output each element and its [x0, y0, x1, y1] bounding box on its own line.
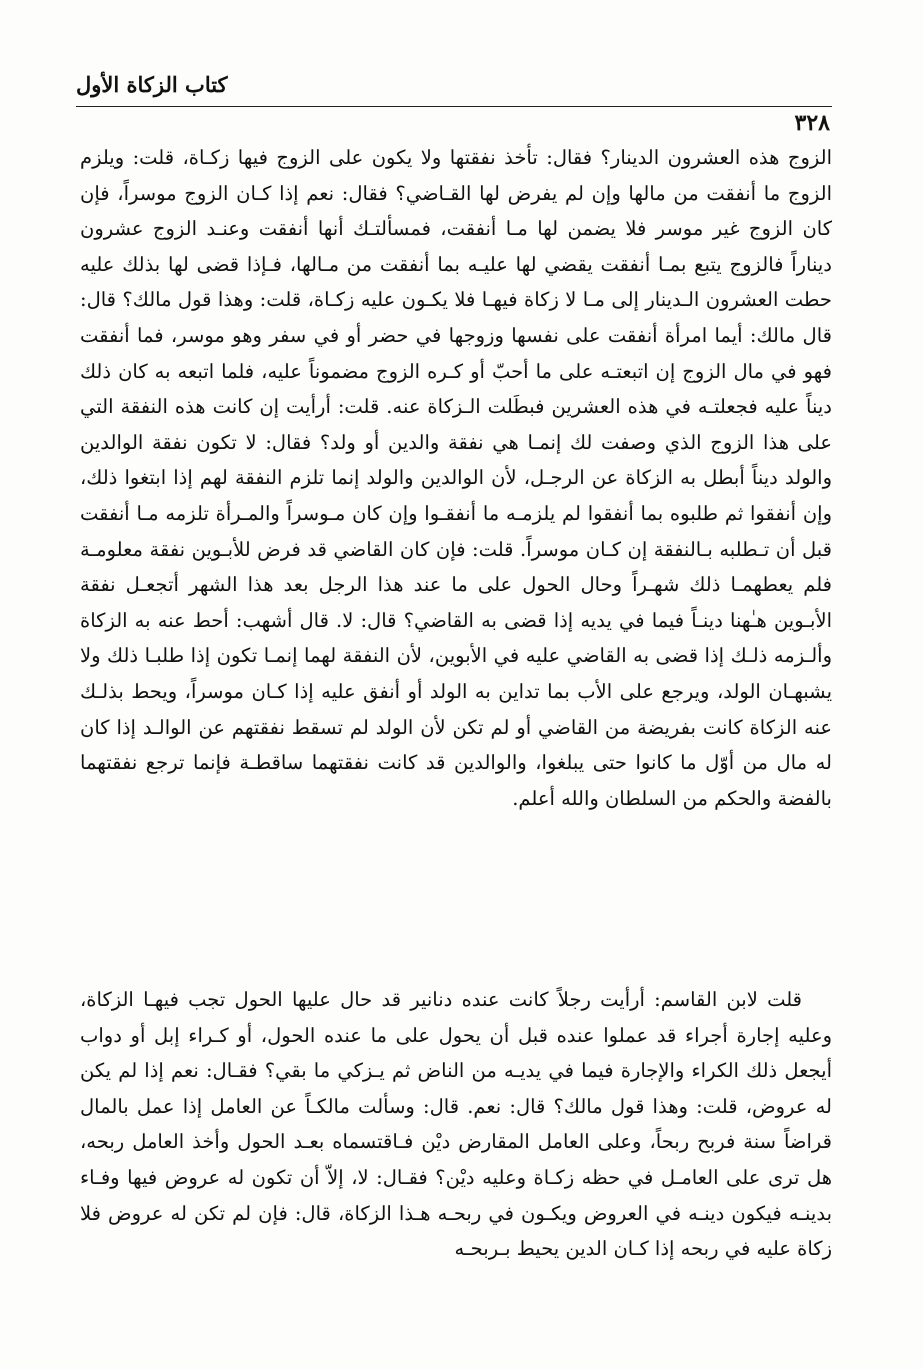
- running-header: [76, 66, 832, 136]
- body-paragraph-2: قلت لابن القاسم: أرأيت رجلاً كانت عنده دنانير قد حال عليها الحول تجب فيهـا الزكاة، وعليه إجارة أجراء قد عملوا عنده قبل أن يحول على ما عنده الحول، أو كـراء إبل أو دواب أيجعل ذلك الكراء والإجارة فيما في يديـه من الناض ثم يـزكي ما بقي؟ فقـال: نعم إذا لم يكن له عروض، قلت: وهذا قول مالك؟ قال: نعم. قال: وسألت مالكـاً عن العامل إذا عمل بالمال قراضاً سنة فربح ربحاً، وعلى العامل المقارض ديْن فـاقتسماه بعـد الحول وأخذ العامل ربحه، هل ترى على العامـل في حظه زكـاة وعليه ديْن؟ فقـال: لا، إلاّ أن تكون له عروض فيها وفـاء بدينـه فيكون دينـه في العروض ويكـون في ربحـه هـذا الزكاة، قال: فإن لم تكن له عروض فلا زكاة عليه في ربحه إذا كـان الدين يحيط بـربحـه: [80, 988, 832, 1261]
- body-paragraph-1: الزوج هذه العشرون الدينار؟ فقال: تأخذ نفقتها ولا يكون على الزوج فيها زكـاة، قلت: ويلزم الزوج ما أنفقت من مالها وإن لم يفرض لها القـاضي؟ فقال: نعم إذا كـان الزوج موسراً، فإن كان الزوج غير موسر فلا يضمن لها مـا أنفقت، فمسألتـك أنها أنفقت وعنـد الزوج عشرون ديناراً فالزوج يتبع بمـا أنفقت يقضي لها عليـه بما أنفقت من مـالها، فـإذا قضى لها بذلك عليه حطت العشرون الـدينار إلى مـا لا زكاة فيهـا فلا يكـون عليه زكـاة، قلت: وهذا قول مالك؟ قال: قال مالك: أيما امرأة أنفقت على نفسها وزوجها في حضر أو في سفر وهو موسر، فما أنفقت فهو في مال الزوج إن اتبعتـه على ما أحبّ أو كـره الزوج مضموناً عليه، فلما اتبعه به كان ذلك ديناً عليه فجعلتـه في هذه العشرين فبطَلت الـزكاة عنه. قلت: أرأيت إن كانت هذه النفقة التي على هذا الزوج الذي وصفت لك إنمـا هي نفقة والدين أو ولد؟ فقال: لا تكون نفقة الوالدين والولد ديناً أبطل به الزكاة عن الرجـل، لأن الوالدين والولد إنما تلزم النفقة لهم إذا ابتغوا ذلك، وإن أنفقوا ثم طلبوه بما أنفقوا لم يلزمـه ما أنفقـوا وإن كان مـوسراً والمـرأة تلزمه مـا أنفقت قبل أن تـطلبه بـالنفقة إن كـان موسراً. قلت: فإن كان القاضي قد فرض للأبـوين نفقة معلومـة فلم يعطهمـا ذلك شهـراً وحال الحول على ما عند هذا الرجل بعد هذا الشهر أتجعـل نفقة الأبـوين هـٰهنا دينـاً فيما في يديه إذا قضى به القاضي؟ قال: لا. قال أشهب: أحط عنه به الزكاة وألـزمه ذلـك إذا قضى به القاضي عليه في الأبوين، لأن النفقة لهما إنمـا تكون إذا طلبـا ذلك ولا يشبهـان الولد، ويرجع على الأب بما تداين به الولد أو أنفق عليه إذا كـان موسراً، ويحط بذلـك عنه الزكاة كانت بفريضة من القاضي أو لم تكن لأن الولد لم تسقط نفقتهم عن الوالـد إذا كان له مال من أوّل ما كانوا حتى يبلغوا، والوالدين قد كانت نفقتهما ساقطـة فإنما ترجع نفقتهما بالفضة والحكم من السلطان والله أعلم.: [80, 146, 832, 810]
- running-title: كتاب الزكاة الأول: [76, 72, 228, 97]
- page-number: ٣٢٨: [794, 110, 830, 136]
